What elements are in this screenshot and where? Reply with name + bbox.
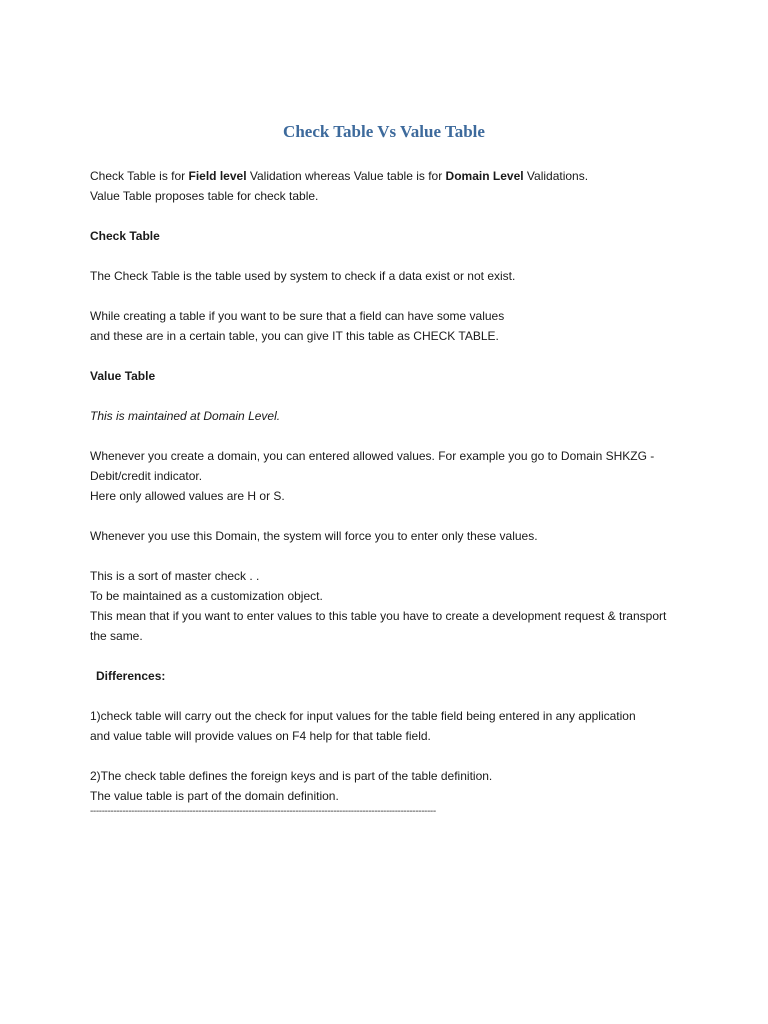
value-table-paragraph-3-line-3: This mean that if you want to enter values to this table you have to create a development request & transport xyxy=(90,609,667,623)
difference-1-line-1: 1)check table will carry out the check for input values for the table field being entered in any application xyxy=(90,709,636,723)
value-table-heading: Value Table xyxy=(90,369,156,383)
intro-bold-field-level: Field level xyxy=(188,169,247,183)
intro-text-1: Check Table is for xyxy=(90,169,189,183)
value-table-paragraph-1-line-1: Whenever you create a domain, you can entered allowed values. For example you go to Domain SHKZG - xyxy=(90,449,655,463)
value-table-paragraph-3-line-4: the same. xyxy=(90,629,143,643)
intro-bold-domain-level: Domain Level xyxy=(445,169,524,183)
check-table-paragraph-2-line-1: While creating a table if you want to be sure that a field can have some values xyxy=(90,309,505,323)
differences-heading: Differences: xyxy=(96,669,166,683)
value-table-paragraph-1-line-2: Debit/credit indicator. xyxy=(90,469,203,483)
intro-text-3: Validations. xyxy=(523,169,589,183)
check-table-heading: Check Table xyxy=(90,229,160,243)
intro-line-2: Value Table proposes table for check table. xyxy=(90,189,319,203)
value-table-paragraph-3-line-1: This is a sort of master check . . xyxy=(90,569,260,583)
check-table-paragraph-1: The Check Table is the table used by system to check if a data exist or not exist. xyxy=(90,269,516,283)
intro-text-2: Validation whereas Value table is for xyxy=(246,169,446,183)
check-table-paragraph-2-line-2: and these are in a certain table, you can give IT this table as CHECK TABLE. xyxy=(90,329,499,343)
page-title: Check Table Vs Value Table xyxy=(283,122,485,141)
difference-1-line-2: and value table will provide values on F4 help for that table field. xyxy=(90,729,431,743)
value-table-italic-note: This is maintained at Domain Level. xyxy=(90,409,281,423)
difference-2-line-2: The value table is part of the domain definition. xyxy=(90,789,339,803)
intro-line-1 xyxy=(90,166,588,186)
value-table-paragraph-2: Whenever you use this Domain, the system will force you to enter only these values. xyxy=(90,529,538,543)
value-table-paragraph-3-line-2: To be maintained as a customization object. xyxy=(90,589,323,603)
difference-2-line-1: 2)The check table defines the foreign keys and is part of the table definition. xyxy=(90,769,493,783)
value-table-paragraph-1-line-3: Here only allowed values are H or S. xyxy=(90,489,285,503)
dashed-divider: ---------------------------------------------------------------------------------------------------------------------- xyxy=(90,806,436,817)
